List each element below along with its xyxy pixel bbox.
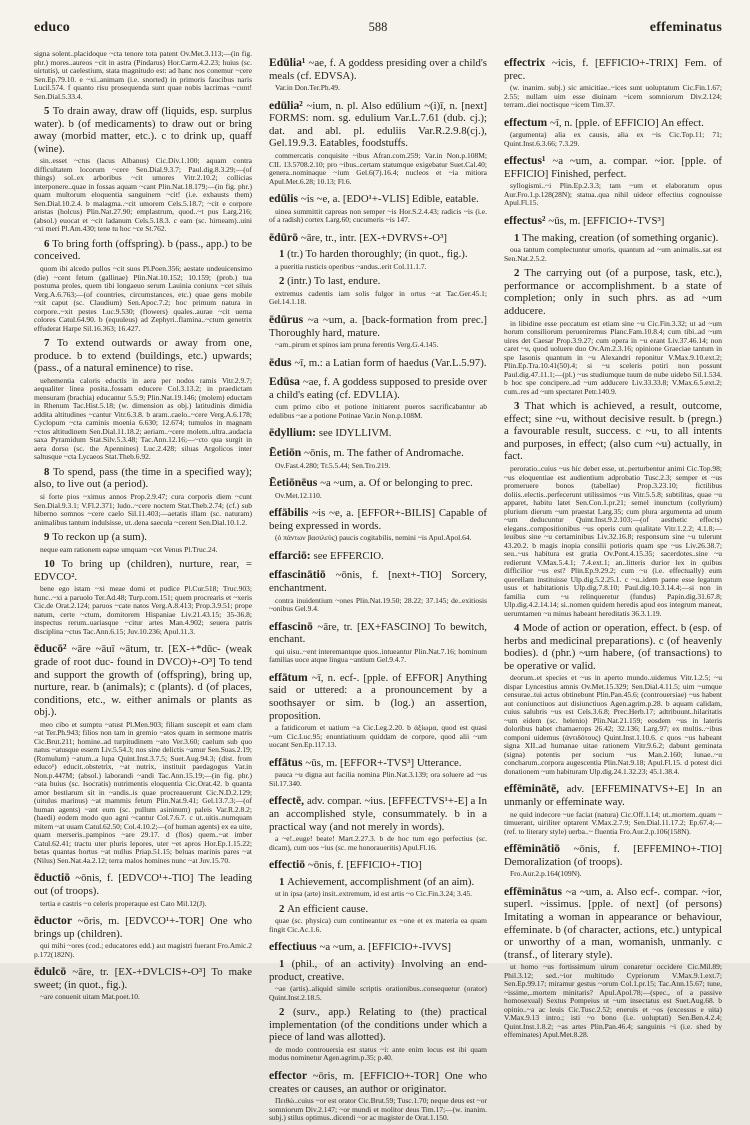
paragraph-text: To bring forth (offspring). b (pass., app.) to be conceived.	[34, 237, 252, 263]
entry-headword: ēdūrō	[269, 230, 301, 244]
paragraph-text: uehementia caloris eductis in aera per nodos ramis Vitr.2.9.7; aequaliter linea posita..fossam educere Col.3.13.2; in praedictam mensuram (brachia) educantur 5.5.9; Plin.Nat.19.146; (molem) eductam in Rhenum Tac.Hist.5.18; (w. dimension as obj.) latitudinis dimidia addita altitudines ~cantur Vitr.6.3.8. b aram..caelo..~cere Verg.A.6.178; Cyclopum ~cta caminis moenia 6.630; 12.674; tumulos in magnam ~ctos altitudinem Sen.Dial.11.18.2; aeriam..~cere molem..ultra..audacia saxa Pyramidum Stat.Silv.5.3.48; Tac.Ann.12.16;—~cto qua surgit in aera dorso (sc. the Apennines) Luc.2.428; siluas Argolicos inter saltusque ~cta Lycaeos Stat.Theb.6.92.	[34, 375, 252, 462]
paragraph-text: (phil., of an activity) Involving an end-product, creative.	[269, 957, 487, 983]
entry-paragraph	[269, 427, 487, 440]
column-right	[504, 50, 722, 1125]
entry-paragraph	[269, 314, 487, 339]
entry-headword: ēdus	[269, 355, 295, 369]
sense-paragraph	[504, 622, 722, 672]
entry-headword: ēdyllium:	[269, 426, 319, 440]
paragraph-text: Mode of action or operation, effect. b (esp. of herbs and medicinal preparations). c (of heavenly bodies). d (phr.) ~um habere, (of transactions) to be operative or valid.	[504, 622, 722, 672]
citation-paragraph	[34, 993, 252, 1002]
entry-paragraph	[34, 872, 252, 897]
paragraph-text: pauca ~u digna aut facilia nomina Plin.Nat.3.139; ora soluere ad ~us Sil.17.340.	[269, 770, 487, 788]
sense-number: 2	[279, 275, 288, 288]
paragraph-text: signa solent..placidoque ~cta tenore tota patent Ov.Met.3.113;—(in fig. phr.) mores..aureos ~cit in astra (Pindarus) Hor.Carm.4.2.23; huius (sc. uirtutis), ut caelestium, stata magnitudo est: ad hanc nos conemur ~cere Sen.Ep.79.10. e ~xi..animam (i.e. snorted) in primoris faucibus naris Lucil.574. f quanto risu prosequenda sunt quae nobis lacrimas ~cunt! Sen.Dial.5.33.4.	[34, 49, 252, 101]
paragraph-text: commercatis conquisite ~ibus Afran.com.259; Var.in Non.p.108M; CIL 13.5708.2.10; pro ~ibus..certam statumque exigebatur Suet.Cal.40; genera..nominaque ~ium Gel.6(7).16.4; nucleos et ~ia mitiora Apul.Met.6.28; 10.13; Fl.6.	[269, 151, 487, 186]
entry-headword: effēminātiō	[504, 842, 574, 856]
entry-paragraph	[269, 232, 487, 245]
entry-paragraph	[269, 100, 487, 150]
paragraph-text: ~ōnis, f. [EDVCO¹+-TIO] The leading out (of troops).	[34, 872, 252, 897]
paragraph-text: syllogismi..~i Plin.Ep.2.3.3; tam ~um et elaboratum opus Aur.Fro.1.p.128(28N); statua..qua nihil uideor effectius cognouisse Apul.Fl.15.	[504, 181, 722, 208]
paragraph-text: To bring up (children), nurture, rear, = EDVCO².	[34, 558, 252, 583]
entry-paragraph	[269, 621, 487, 646]
sense-number: 2	[279, 1006, 293, 1019]
entry-headword: effectum	[504, 115, 551, 129]
paragraph-text: a pueritia rusticis operibus ~andus..erit Col.11.1.7.	[275, 261, 427, 271]
citation-paragraph	[269, 263, 487, 272]
citation-paragraph	[34, 585, 252, 636]
citation-paragraph	[504, 182, 722, 208]
sense-number: 10	[44, 558, 62, 571]
citation-paragraph	[269, 724, 487, 750]
paragraph-text: quom ibi alcedo pullos ~cit suos Pl.Poen.356; aestate undeuicensimo (die) ~cent fetum (gallinae) Plin.Nat.10.152; 10.159; (prob.) tua postuma proles, quem tibi longaeuo serum Lauinia coniunx ~cet siluis Verg.A.6.763;—(of countries, circumstances, etc.) quae gens mobile ~xit caput (sc. Claudium) Sen.Apoc.7.2; hoc primum natura in corpore..~xit pestes Luc.9.530; (flowers) quales..aurae ~cit uerna colores Catul.64.90. b (equuleus) ad Zephyri..flamina..~ctum genetrix effuderat Harpe Sil.16.363; 16.427.	[34, 264, 252, 333]
paragraph-text: (intr.) To last, endure.	[287, 275, 381, 288]
paragraph-text: ~a ~um, a. [EFFICIO+-IVVS]	[319, 941, 451, 954]
paragraph-text: To reckon up (a sum).	[52, 531, 147, 544]
paragraph-text: ~ium, n. pl. Also edūlium ~(i)ī, n. [next] FORMS: nom. sg. edulium Var.L.7.61 (dub. cj.); dat. and abl. pl. eduliis Var.R.2.9.8(cj.), Gel.19.9.3. Eatables, foodstuffs.	[269, 99, 487, 150]
entry-headword: ēductor	[34, 914, 78, 928]
paragraph-text: ~ūs, m. [EFFICIO+-TVS³]	[548, 214, 665, 227]
entry-paragraph	[269, 941, 487, 954]
sense-number: 7	[44, 337, 57, 350]
paragraph-text: ~ae, f. A goddess supposed to preside over a child's eating (cf. EDVLIA).	[269, 376, 487, 401]
entry-paragraph	[269, 757, 487, 770]
entry-headword: effēminātē,	[504, 782, 567, 796]
entry-headword: effectrix	[504, 56, 552, 69]
header-left-word: educo	[34, 20, 70, 35]
citation-paragraph	[34, 157, 252, 234]
entry-paragraph	[269, 1070, 487, 1095]
sense-paragraph	[269, 903, 487, 916]
paragraph-text: tertia e castris ~o celeris properaque est Cato Mil.12(J).	[40, 898, 207, 908]
sense-paragraph	[34, 531, 252, 544]
citation-paragraph	[504, 870, 722, 879]
entry-paragraph	[269, 507, 487, 532]
entry-headword: Edūsa	[269, 375, 303, 389]
citation-paragraph	[269, 208, 487, 225]
sense-number: 5	[44, 105, 53, 117]
paragraph-text: ~ae, f. A goddess presiding over a child's meals (cf. EDVSA).	[269, 57, 487, 82]
paragraph-text: ~ī, n. [pple. of EFFICIO] An effect.	[550, 116, 704, 129]
citation-paragraph	[504, 246, 722, 263]
entry-paragraph	[269, 859, 487, 872]
citation-paragraph	[34, 546, 252, 555]
paragraph-text: To drain away, draw off (liquids, esp. surplus water). b (of medicaments) to draw out or bring away (morbid matter, etc.). c to drink up, quaff (wine).	[34, 105, 252, 155]
paragraph-text: Achievement, accomplishment (of an aim).	[287, 875, 475, 888]
paragraph-text: Fro.Aur.2.p.164(109N).	[510, 869, 582, 879]
citation-paragraph	[34, 900, 252, 909]
paragraph-text: adv. [EFFEMINATVS+-E] In an unmanly or effeminate way.	[504, 783, 722, 808]
citation-paragraph	[269, 290, 487, 307]
paragraph-text: contra inuidentium ~ones Plin.Nat.19.50; 28.22; 37.145; de..exitiosis ~onibus Gel.9.4.	[269, 595, 487, 614]
paragraph-text: qui mihi ~ores (cod.; educatores edd.) aut magistri fuerant Fro.Amic.2 p.172(182N).	[34, 941, 252, 959]
citation-paragraph	[269, 1046, 487, 1063]
citation-paragraph	[269, 1097, 487, 1123]
sense-number: 2	[279, 902, 288, 915]
paragraph-text: ~icis, f. [EFFICIO+-TRIX] Fem. of prec.	[504, 57, 722, 82]
sense-paragraph	[504, 232, 722, 245]
entry-paragraph	[269, 477, 487, 490]
citation-paragraph	[504, 131, 722, 148]
paragraph-text: neque eam rationem eapse umquam ~cet Venus Pl.Truc.24.	[40, 544, 218, 554]
citation-paragraph	[34, 942, 252, 959]
sense-number: 6	[44, 237, 53, 250]
sense-paragraph	[269, 248, 487, 261]
paragraph-text: ~āre, tr. [EX+FASCINO] To bewitch, enchant.	[269, 620, 487, 646]
entry-headword: effascinātiō	[269, 568, 336, 582]
entry-paragraph	[269, 550, 487, 563]
entry-paragraph	[504, 57, 722, 82]
sense-number: 2	[514, 267, 525, 280]
entry-headword: effātum	[269, 670, 312, 684]
paragraph-text: (argumenta) alia ex causis, alia ex ~is Cic.Top.11; 71; Quint.Inst.6.3.66; 7.3.29.	[504, 130, 722, 148]
citation-paragraph	[269, 492, 487, 501]
paragraph-text: ~a ~um, a. Also ecf-. compar. ~ior, superl. ~issimus. [pple. of next] (of persons) Imitating a woman in appearance or behaviour, effeminate. b (of character, actions, etc.) untypical or unworthy of a man, womanish, unmanly. c (transf., of literary style).	[504, 885, 723, 961]
sense-paragraph	[34, 558, 252, 583]
citation-paragraph	[34, 721, 252, 866]
paragraph-text: ~ōris, m. [EDVCO¹+-TOR] One who brings up (children).	[34, 915, 252, 940]
entry-paragraph	[34, 643, 252, 719]
paragraph-text: bene ego istam ~xi meae domi et pudice Pl.Cur.518; Truc.903; hunc..~xi a paruolo Ter.Ad.48; Turp.com.151; quem procrearis et ~xeris Cic.de Orat.2.124; paruos ~cate natos Verg.A.8.413; Prop.3.9.51; prope natum, certe ~ctum, domitorem Hispaniae Liv.21.43.15; 35-36.8; inspectus rerum..uariasque ~citur artes Man.4.902; seuera patris disciplina ~ctus Tac.Ann.6.15; Juv.10.236; Apul.11.3.	[34, 584, 252, 636]
entry-paragraph	[269, 569, 487, 594]
paragraph-text: cum primo cibo et potione initiarent pueros sacrificabantur ab edulibus ~ae a potione Potinae Var.in Non.p.108M.	[269, 402, 487, 420]
entry-headword: effector	[269, 1068, 313, 1082]
header-right-word: effeminatus	[649, 20, 722, 35]
paragraph-text: (surv., app.) Relating to (the) practical implementation (of the conditions under which a piece of land was allotted).	[269, 1006, 487, 1044]
entry-headword: ēducō²	[34, 642, 72, 656]
paragraph-text: ~a ~um, a. Of or belonging to prec.	[320, 477, 473, 490]
text-columns	[34, 50, 722, 1125]
entry-headword: ēdūrus	[269, 312, 308, 326]
entry-headword: effectē,	[269, 794, 307, 808]
entry-headword: effarciō:	[269, 548, 314, 562]
entry-paragraph	[269, 376, 487, 401]
sense-paragraph	[269, 958, 487, 983]
running-head	[34, 20, 722, 36]
sense-paragraph	[34, 466, 252, 491]
sense-number: 3	[514, 400, 525, 413]
paragraph-text: Ov.Met.12.110.	[275, 490, 322, 500]
entry-headword: ēductiō	[34, 871, 76, 885]
paragraph-text: ~ōnis, f. [EFFICIO+-TIO]	[307, 859, 422, 872]
citation-paragraph	[504, 320, 722, 397]
entry-headword: ēdulcō	[34, 965, 73, 979]
paragraph-text: ~is ~e, a. [EDO¹+-VLIS] Edible, eatable.	[300, 193, 479, 206]
paragraph-text: Πειθώ..cuius ~or est orator Cic.Brut.59; Tusc.1.70; neque deus est ~or somniorum Div.2.147; ~or mundi et molitor deus Tim.17;—(w. inanim. subj.) stilus optimus..dicendi ~or ac magister de Orat.1.150.	[269, 1096, 487, 1123]
entry-headword: effectiō	[269, 858, 308, 872]
entry-headword: effātus	[269, 755, 306, 769]
paragraph-text: ~ūs, m. [EFFOR+-TVS³] Utterance.	[305, 756, 462, 769]
paragraph-text: That which is achieved, a result, outcome, effect; sine ~u, without decisive result. b (pregn.) a favourable result, success. c ~u, to all intents and purposes, in effect; (also cum ~u) actually, in fact.	[504, 400, 722, 463]
entry-headword: Ēetiōnēus	[269, 476, 321, 490]
paragraph-text: peroratio..cuius ~us hic debet esse, ut..perturbentur animi Cic.Top.98; ~us eloquentiae est audientium adprobatio Tusc.2.3; semper et ~us promeruere bonos (tabellae) Prop.3.23.10; fictilibus doliis..electis..perfecerunt utilissimos ~us Vitr.5.5.8; subtilitas, quae ~u apparet, habitu latet Sen.Con.1.pr.21; semel inunctum (collyrium) plurium dierum ~um praestat Larg.35; cum plura argumenta ad unum ~um deducuntur Quint.Inst.9.2.103;—(of aesthetic effects) elegans..compositionibus ~us operis cum qualitate Vitr.1.2.2; 4.1.8;—leuibus sine ~u certaminibus Liv.32.16.8; responsum sine ~u tulerunt 43.20.2. b magis inopia consilii potioris quam spe ~us Liv.26.38.7; seu..~us habitura est gratia Ov.Pont.4.15.35; sacerdotes..sine ~u redierunt V.Max.5.4.1; 7.4.ext.1; an..litteris durior lex in quibus difficilior ~us est? Plin.Ep.9.29.2; cum ~u (i.e. effectually) eum querellam instituisse Ulp.dig.5.2.25.1. c ~u..idem paene esse legatum usus et habitationis Ulp.dig.7.8.10; Paul.dig.10.3.14.4;—si non in familia cum ~u relinqueretur (fundus) Papin.dig.31.67.8; Ulp.dig.4.2.14.14; si..nomen quidem heredis apud eos integrum maneat, uerumtamen ~u minus habeant hereditatis 36.3.1.19.	[504, 464, 722, 618]
paragraph-text: extremus cadentis iam solis fulgor in ortus ~at Tac.Ger.45.1; Gel.14.1.18.	[269, 288, 487, 307]
paragraph-text: ~am..pirum et spinos iam pruna ferentis Verg.G.4.145.	[275, 340, 439, 350]
citation-paragraph	[504, 674, 722, 776]
paragraph-text: The carrying out (of a purpose, task, etc.), performance or accomplishment. b a state of completion; only in such phrs. as ad ~um adducere.	[504, 267, 722, 317]
sense-paragraph	[34, 337, 252, 375]
sense-paragraph	[504, 267, 722, 317]
entry-headword: effectiuus	[269, 940, 320, 954]
paragraph-text: qui uisu..~ent interemantque quos..intueantur Plin.Nat.7.16; hominum familias uoce atque lingua ~antium Gel.9.4.7.	[269, 646, 487, 665]
paragraph-text: ~āre ~āuī ~ātum, tr. [EX-+*dūc- (weak grade of root duc- found in DVCO)+-O³] To tend and support the growth of (offspring), bring up, nurture, rear. b (animals); c (plants). d (of places, conditions, etc., w. either animals or plants as obj.).	[34, 643, 253, 719]
paragraph-text: An efficient cause.	[287, 902, 369, 915]
citation-paragraph	[269, 597, 487, 614]
citation-paragraph	[269, 403, 487, 420]
sense-number: 1	[514, 231, 523, 244]
paragraph-text: ~āre, tr., intr. [EX-+DVRVS+-O³]	[300, 231, 447, 244]
citation-paragraph	[504, 963, 722, 1040]
sense-number: 4	[514, 622, 523, 634]
entry-paragraph	[504, 215, 722, 228]
citation-paragraph	[504, 84, 722, 110]
entry-paragraph	[34, 966, 252, 991]
citation-paragraph	[269, 84, 487, 93]
paragraph-text: meo cibo et sumptu ~atust Pl.Men.903; filiam suscepit et eam clam ~at Ter.Ph.943; filios non tam in gremio ~atos quam in sermone matris Cic.Brut.211; homine..ad turpitudinem ~ato Ver.3.60; caelum sub quo natus ~atusque essem Liv.5.54.3; nos sine delictis ~amur Sen.Suas.2.19; (Romulum) ~atum..a lupa Quint.Inst.3.7.5; Suet.Aug.94.3; (dist. from educo¹) educit..obstetrix, ~at nutrix, instituit paedagogus Var.in Non.p.447M; (absol.) laborandi ~andi Tac.Ann.15.19;—(in fig. phr.) ~ata huius (sc. Isocratis) nutrimentis eloquentia Cic.Orat.42. b quanta amor bestiarum sit in ~andis..is quae procreauerunt Cic.N.D.2.129; (uitulus marinus) ~at mammis fetum Plin.Nat.9.41; Gel.13.7.3;—(of human agents) ~ant eum (sc. pullum asininum) paleis Var.R.2.8.2; (haedi) eodem modo quo agni ~cantur Col.7.6.7. c ut..uitis..numquam mitem ~at uuam Catul.62.50; Col.4.10.2;—(of human agents) ex ea uite, quam merseris..pampinos ~are 29.17. d (flos) quem..~at imber Catul.62.41; tractu uter pluris lepores, uter ~et apros Hor.Ep.1.15.22; betas quantas hortus ~at nullus Priap.51.15; beluas marinis pares ~at (Nilus) Sen.Nat.4a.2.12; terra malos homines nunc ~at Juv.15.70.	[34, 719, 252, 865]
paragraph-text: adv. compar. ~ius. [EFFECTVS¹+-E] a In an accomplished style, consummately. b in a practical way (and not merely in words).	[269, 795, 487, 833]
paragraph-text: ut in ipsa (arte) insit..extremum, id est artis ~o Cic.Fin.3.24; 3.45.	[275, 889, 472, 899]
paragraph-text: ~ōnis, f. [EFFEMINO+-TIO] Demoralization (of troops).	[504, 843, 722, 868]
paragraph-text: To spend, pass (the time in a specified way); also, to live out (a period).	[34, 465, 252, 491]
paragraph-text: ~ī, n. ecf-. [pple. of EFFOR] Anything said or uttered: a a pronouncement by a soothsayer or sim. b (log.) an assertion, proposition.	[269, 671, 488, 722]
sense-paragraph	[34, 238, 252, 263]
citation-paragraph	[269, 534, 487, 543]
citation-paragraph	[269, 462, 487, 471]
paragraph-text: oua tantum complectuntur umoris, quantum ad ~um animalis..sat est Sen.Nat.2.5.2.	[504, 245, 722, 263]
paragraph-text: si forte pios ~ximus annos Prop.2.9.47; cura corporis diem ~cunt Sen.Dial.9.3.1; V.Fl.2.371; ludo..~cere noctem Stat.Theb.2.74; (cf.) sub hiberno somnos ~cere caelo Sil.11.403;—aetatis illam (sc. naturam) animalibus tantum indulsisse, ut..dena saecula ~cerent Sen.Dial.10.1.2.	[34, 492, 252, 527]
citation-paragraph	[504, 465, 722, 618]
entry-headword: Edūlia¹	[269, 56, 309, 69]
entry-paragraph	[504, 155, 722, 180]
paragraph-text: ne quid indecore ~ue faciat (natura) Cic.Off.1.14; ut..mortem..quam ~ timuerant, uiriliter optarent V.Max.2.7.9; Sen.Dial.11.17.2; Ep.67.4;—(ref. to literary style) uerba..~ fluentia Fro.Aur.2.p.106(158N).	[504, 809, 722, 836]
paragraph-text: ~ōnis, m. The father of Andromache.	[304, 447, 464, 459]
paragraph-text: ut homo ~us fortissimum uirum conaretur occidere Cic.Mil.89; Phil.3.12; sed..~ior multitudo Cypriorum V.Max.9.1.ext.7; Sen.Ep.99.17; miramur gestus ~orum Col.1.pr.15; Tac.Ann.15.67; tune, ~issime,..mortem minitaris? Apul.Apol.78;—(spec., of a passive homosexual) Sextus Pompeius ut ~um insectatus est Suet.Aug.68. b opinio..~a ac leuis Cic.Tusc.2.52; eneruis et ~os (excessus e uita) V.Max.9.13 intro.; isti ~o bono (i.e. uoluptati) Sen.Ben.4.2.4; Quint.Inst.1.8.2; ~as artes Plin.Pan.46.4; sanguinis ~i (i.e. shed by effeminates) Apul.Met.8.28.	[504, 962, 722, 1040]
paragraph-text: ~a ~um, a. [back-formation from prec.] Thoroughly hard, mature.	[269, 313, 488, 339]
continuation-paragraph	[34, 50, 252, 101]
sense-number: 1	[279, 248, 288, 261]
entry-headword: effectus²	[504, 213, 549, 227]
paragraph-text: (tr.) To harden thoroughly; (in quot., fig.).	[287, 248, 468, 261]
paragraph-text: Ov.Fast.4.280; Tr.5.5.44; Sen.Tro.219.	[275, 460, 391, 470]
paragraph-text: uinea summittit capreas non semper ~is Hor.S.2.4.43; radicis ~is (i.e. of a radish) cortex Larg.60; cucumeris ~is 147.	[269, 206, 487, 225]
sense-paragraph	[269, 275, 487, 288]
paragraph-text: ~are conuenit uitam Mat.poet.10.	[40, 992, 140, 1002]
entry-paragraph	[269, 795, 487, 833]
entry-paragraph	[269, 357, 487, 370]
entry-paragraph	[504, 117, 722, 130]
paragraph-text: deorum..et species et ~us in aperto mundo..uidemus Vitr.1.2.5; ~u dispar Lyncestius amnis Ov.Met.15.329; Sen.Dial.4.11.5; uim ~umque censurae..tui actus obtinebunt Plin.Pan.45.6; (controuersiae) ~us habent aut coniunctiuos aut disiunctiuos Agen.agrim.p.28. b aquam calidam, cuius salubris ~us est Cels.3.6.8; Prec.Herb.17; adtribuunt..hilaritatis ~um eidem (sc. helenio) Plin.Nat.21.159; eosdem ~us in lateris doloribus habet chamaerops 26.42; 32.136; Larg.97; ex multis..~ibus componi uidemus (ἀντιδότους) Quint.Inst.1.10.6. c quos ~us habeant signa XII..ad humanae uitae rationem Vitr.9.6.2; dabunt geminata (signa) potentis per socium ~us Man.2.160; lunae..~u concharum..corpora augescentia Plin.Nat.9.18; Apul.Fl.15. d potest dici donationem ~um habituram Ulp.dig.24.1.32.23; 45.1.38.4.	[504, 673, 722, 776]
paragraph-text: in libidine esse peccatum est etiam sine ~u Cic.Fin.3.32; ut ad ~um horum consiliorum perueniremus Planc.Fam.10.8.4; cum tibi..ad ~um uires det Caesar Prop.3.9.27; cum opera in ~u erant Liv.37.46.14; non caret ~u, quod uoluere duo Ov.Am.2.3.16; opinione Graeciae tantum in spe Iasonis quantum in ~u Alexandri reponitur V.Max.9.10.ext.2; Plin.Ep.Tra.10.41(50).4; si ~u sceleris potiri non possunt Paul.dig.47.11.1;—(pl.) ~us studiumque tuum de nube uidebo Sil.1.534. b hoc spe concipere..ad ~um adducere Liv.33.33.8; V.Max.6.5.ext.2; cum..res ad ~um spectaret Petr.140.9.	[504, 318, 722, 396]
entry-paragraph	[504, 843, 722, 868]
paragraph-text: sin..esset ~ctus (lacus Albanus) Cic.Div.1.100; aquam contra difficultatem locorum ~cere Sen.Dial.9.3.7; Paul.dig.8.3.29;—(of things) sol..ex arboribus ~cit umores Vitr.2.10.2; collicias interponere..quae in fossas aquam ~cant Plin.Nat.18.179;—(in fig. phr.) quam multorum eloquentia sanguinem ~cit! (i.e. exhausts them) Sen.Dial.10.2.4. b malagma..~cit umorem Cels.5.18.7; ~cit e corpore aristas (holcus) Plin.Nat.27.90; emplastrum, quod..~t pus Larg.216; (absol.) euocat et ~cit ladanum Cels.5.18.3. c eam (sc. hirneam)..uini ~xi meri Pl.Am.430; tene tu hoc ~ce St.762.	[34, 156, 252, 234]
citation-paragraph	[269, 890, 487, 899]
paragraph-text: To extend outwards or away from one, produce. b to extend (buildings, etc.) upwards; (pass., of a natural eminence) to rise.	[34, 337, 252, 375]
sense-paragraph	[504, 400, 722, 463]
entry-headword: effābilis	[269, 506, 313, 520]
paragraph-text: (ὁ πάντων βασιλεύς) paucis cogitabilis, nemini ~is Apul.Apol.64.	[275, 533, 472, 543]
paragraph-text: ~ae (artis)..aliquid simile scriptis orationibus..consequetur (orator) Quint.Inst.2.18.5.	[269, 984, 487, 1002]
citation-paragraph	[269, 771, 487, 788]
entry-paragraph	[269, 193, 487, 206]
entry-paragraph	[504, 783, 722, 808]
paragraph-text: quae (sc. physica) cum contineantur ex ~one et ex materia ea quam fingit Cic.Ac.1.6.	[269, 916, 487, 934]
citation-paragraph	[34, 493, 252, 527]
paragraph-text: see IDYLLIVM.	[318, 427, 392, 440]
entry-paragraph	[269, 672, 487, 722]
citation-paragraph	[269, 341, 487, 350]
citation-paragraph	[269, 917, 487, 934]
entry-paragraph	[269, 447, 487, 460]
paragraph-text: a ~e!..euge! beate! Mart.2.27.3. b de hoc tum ego perfectius (sc. dicam), cum uos ~ius (sc. me honoraueritis) Apul.Fl.16.	[269, 834, 487, 852]
entry-headword: effascinō	[269, 619, 318, 633]
sense-paragraph	[269, 876, 487, 889]
entry-paragraph	[504, 886, 722, 962]
paragraph-text: Var.in Don.Ter.Ph.49.	[275, 83, 340, 93]
paragraph-text: de modo controuersia est status ~i: ante enim locus est ibi quam modus nominetur Agen.agrim.p.35; p.40.	[269, 1044, 487, 1063]
paragraph-text: ~ōnis, f. [next+-TIO] Sorcery, enchantment.	[269, 569, 487, 595]
entry-headword: effectus¹	[504, 154, 553, 168]
entry-paragraph	[34, 915, 252, 940]
paragraph-text: ~a ~um, a. compar. ~ior. [pple. of EFFICIO] Finished, perfect.	[504, 155, 722, 180]
entry-paragraph	[269, 57, 487, 82]
citation-paragraph	[504, 811, 722, 837]
paragraph-text: The making, creation (of something organic).	[522, 231, 719, 244]
sense-number: 8	[44, 465, 53, 478]
citation-paragraph	[34, 265, 252, 333]
sense-number: 1	[279, 957, 292, 970]
citation-paragraph	[269, 152, 487, 186]
paragraph-text: see EFFERCIO.	[313, 549, 384, 562]
sense-number: 1	[279, 875, 288, 888]
entry-headword: edūlis	[269, 192, 301, 206]
entry-headword: edūlia²	[269, 98, 307, 112]
paragraph-text: ~is ~e, a. [EFFOR+-BILIS] Capable of being expressed in words.	[269, 507, 488, 532]
paragraph-text: ~ōris, m. [EFFICIO+-TOR] One who creates or causes, an author or originator.	[269, 1069, 488, 1095]
citation-paragraph	[269, 835, 487, 852]
entry-headword: effēminātus	[504, 884, 566, 898]
sense-paragraph	[34, 105, 252, 155]
paragraph-text: a fatidicorum et uatium ~a Cic.Leg.2.20. b ἀξίωμα, quod est quasi ~um Cic.Luc.95; enuntiatiuum quiddam de corpore, quod alii ~um uocant Sen.Ep.117.13.	[269, 723, 487, 750]
page-number: 588	[368, 20, 388, 34]
citation-paragraph	[269, 985, 487, 1002]
sense-paragraph	[269, 1006, 487, 1044]
paragraph-text: ~āre, tr. [EX-+DVLCIS+-O³] To make sweet; (in quot., fig.).	[34, 966, 252, 991]
citation-paragraph	[269, 648, 487, 665]
sense-number: 9	[44, 531, 53, 544]
entry-headword: Ēetiōn	[269, 446, 305, 459]
paragraph-text: ~ī, m.: a Latian form of haedus (Var.L.5.97).	[294, 356, 487, 369]
paragraph-text: (w. inanim. subj.) sic amicitiae..~ices sunt uoluptatum Cic.Fin.1.67; 2.55; nullam uim esse diuinam ~icem somniorum Div.2.124; terram..diei noctisque ~icem Tim.37.	[504, 83, 722, 110]
column-center	[269, 50, 487, 1125]
citation-paragraph	[34, 377, 252, 462]
column-left	[34, 50, 252, 1125]
